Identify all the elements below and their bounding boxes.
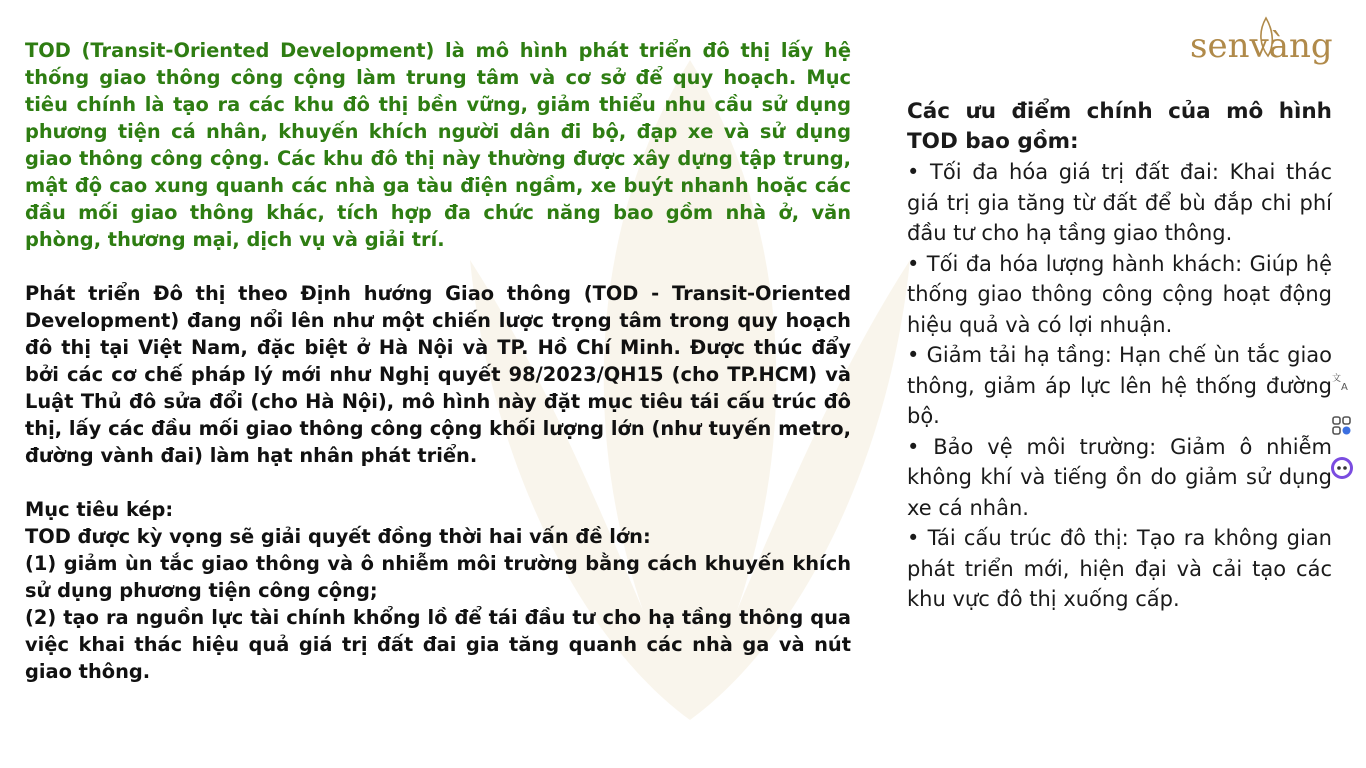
left-column xyxy=(25,37,851,685)
logo-text: senvàng xyxy=(1190,26,1333,66)
list-item: • Tối đa hóa lượng hành khách: Giúp hệ thống giao thông công cộng hoạt động hiệu quả và có lợi nhuận. xyxy=(907,251,1332,337)
senvang-logo xyxy=(1188,10,1358,68)
goal-2: (2) tạo ra nguồn lực tài chính khổng lồ để tái đầu tư cho hạ tầng thông qua việc khai thác hiệu quả giá trị đất đai gia tăng quanh các nhà ga và nút giao thông. xyxy=(25,606,851,683)
list-item: • Tối đa hóa giá trị đất đai: Khai thác giá trị gia tăng từ đất để bù đắp chi phí đầu tư cho hạ tầng giao thông. xyxy=(907,160,1332,245)
advantages-list xyxy=(907,157,1332,615)
goal-1: (1) giảm ùn tắc giao thông và ô nhiễm môi trường bằng cách khuyến khích sử dụng phương tiện công cộng; xyxy=(25,552,851,602)
assistant-icon[interactable] xyxy=(1328,454,1356,482)
list-item: • Tái cấu trúc đô thị: Tạo ra không gian phát triển mới, hiện đại và cải tạo các khu vực đô thị xuống cấp. xyxy=(907,526,1332,611)
list-item: • Bảo vệ môi trường: Giảm ô nhiễm không khí và tiếng ồn do giảm sử dụng xe cá nhân. xyxy=(907,434,1332,520)
svg-text:文: 文 xyxy=(1332,374,1342,384)
goals-intro: TOD được kỳ vọng sẽ giải quyết đồng thời hai vấn đề lớn: xyxy=(25,525,651,548)
apps-icon[interactable] xyxy=(1328,412,1356,440)
right-column xyxy=(907,97,1332,615)
context-paragraph: Phát triển Đô thị theo Định hướng Giao thông (TOD - Transit-Oriented Development) đang nổi lên như một chiến lược trọng tâm trong quy hoạch đô thị tại Việt Nam, đặc biệt ở Hà Nội và TP. Hồ Chí Minh. Được thúc đẩy bởi các cơ chế pháp lý mới như Nghị quyết 98/2023/QH15 (cho TP.HCM) và Luật Thủ đô sửa đổi (cho Hà Nội), mô hình này đặt mục tiêu tái cấu trúc đô thị, lấy các đầu mối giao thông công cộng khối lượng lớn (như tuyến metro, đường vành đai) làm hạt nhân phát triển. xyxy=(25,282,851,467)
translate-icon[interactable] xyxy=(1328,368,1356,396)
advantages-heading: Các ưu điểm chính của mô hình TOD bao gồm: xyxy=(907,99,1332,154)
intro-paragraph: TOD (Transit-Oriented Development) là mô hình phát triển đô thị lấy hệ thống giao thông công cộng làm trung tâm và cơ sở để quy hoạch. Mục tiêu chính là tạo ra các khu đô thị bền vững, giảm thiểu nhu cầu sử dụng phương tiện cá nhân, khuyến khích người dân đi bộ, đạp xe và sử dụng giao thông công cộng. Các khu đô thị này thường được xây dựng tập trung, mật độ cao xung quanh các nhà ga tàu điện ngầm, xe buýt nhanh hoặc các đầu mối giao thông khác, tích hợp đa chức năng bao gồm nhà ở, văn phòng, thương mại, dịch vụ và giải trí. xyxy=(25,39,851,251)
svg-text:A: A xyxy=(1341,382,1348,393)
goals-title: Mục tiêu kép: xyxy=(25,498,174,521)
list-item: • Giảm tải hạ tầng: Hạn chế ùn tắc giao thông, giảm áp lực lên hệ thống đường bộ. xyxy=(907,343,1332,428)
